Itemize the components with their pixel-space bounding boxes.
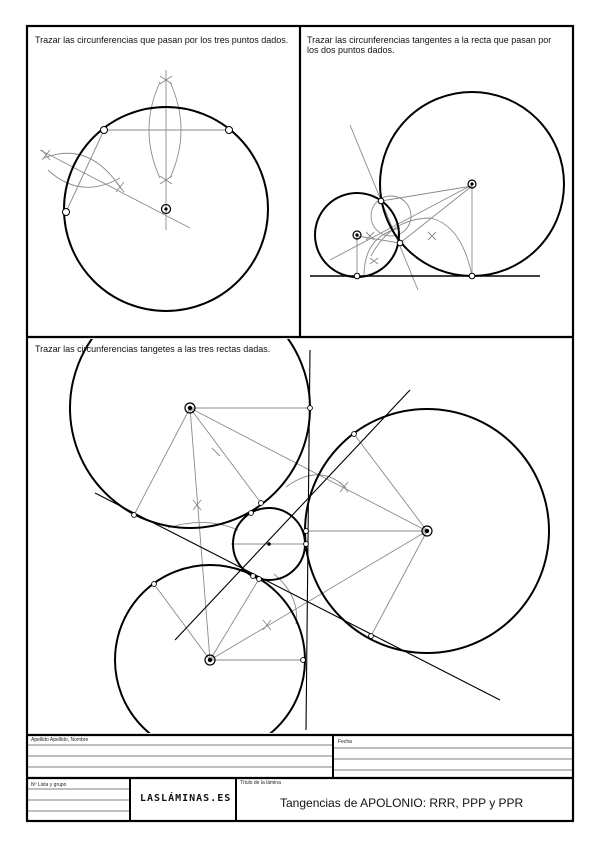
construction-lines (134, 408, 427, 660)
solution-circles (315, 92, 564, 277)
construction-lines (40, 70, 229, 230)
circle-centers (353, 180, 476, 239)
sheet-title-field-label: Título de la lámina (240, 780, 281, 786)
brand-logo: LASLÁMINAS.ES (140, 793, 232, 804)
sheet-title: Tangencias de APOLONIO: RRR, PPP y PPR (280, 796, 524, 810)
date-field-label: Fecha (338, 739, 352, 745)
given-points (63, 127, 233, 216)
exercise-three-lines (70, 288, 549, 755)
exercise-points-and-line (310, 92, 564, 290)
list-group-field-label: Nº Lista y grupo (31, 782, 67, 788)
sheet-frame (27, 26, 573, 821)
exercise-caption-three-points: Trazar las circunferencias que pasan por los tres puntos dados. (35, 35, 289, 45)
exercise-caption-three-lines: Trazar las circunferencias tangetes a las tres rectas dadas. (35, 344, 271, 354)
exercise-caption-points-line: Trazar las circunferencias tangentes a la recta que pasan por los dos puntos dados. (307, 35, 552, 55)
tangency-points (132, 406, 374, 663)
construction-lines (330, 125, 472, 290)
exercise-three-points (40, 70, 268, 311)
given-lines (95, 350, 500, 730)
name-field-label: Apellido Apellido, Nombre (31, 737, 89, 743)
